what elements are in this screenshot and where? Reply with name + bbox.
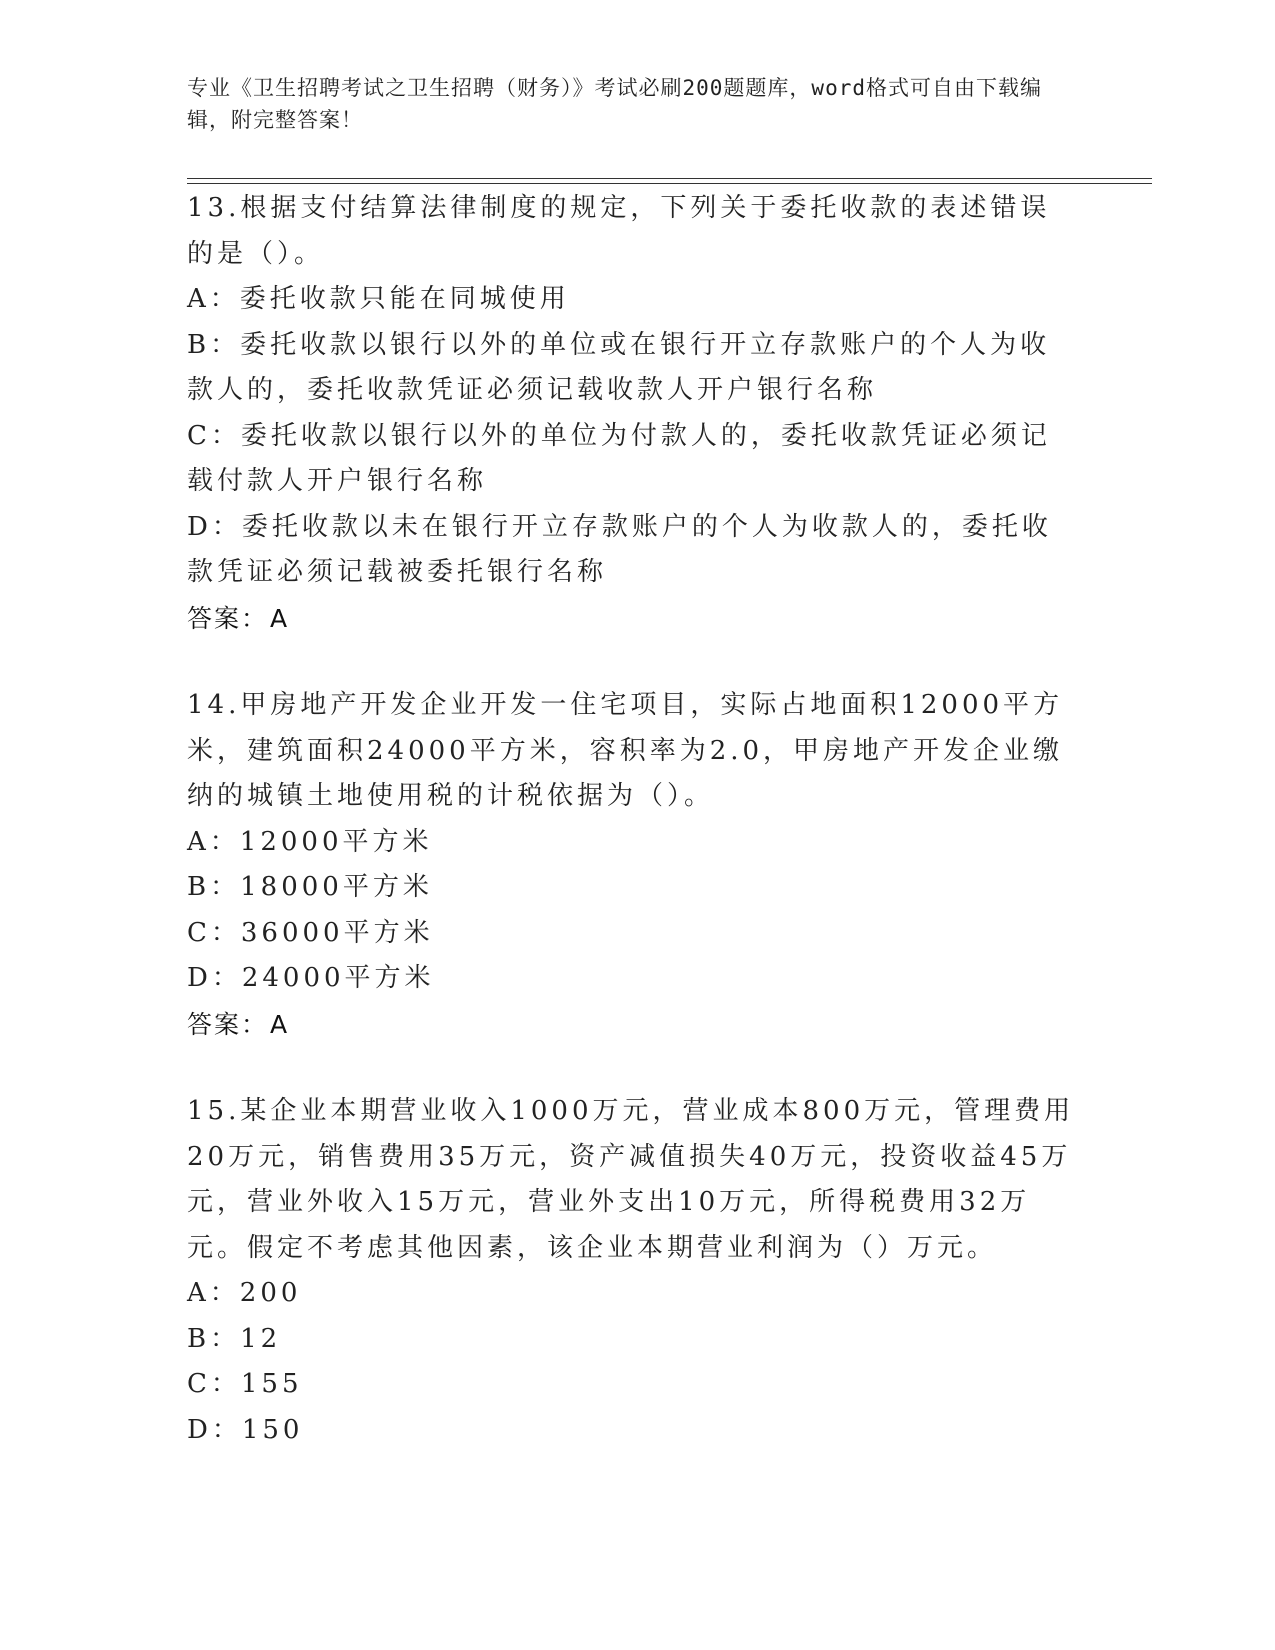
option-d: D：150	[187, 1414, 304, 1445]
option-d: D：委托收款以未在银行开立存款账户的个人为收款人的，委托收款凭证必须记载被委托银行名称	[187, 511, 1052, 587]
option-c: C：36000平方米	[187, 917, 434, 948]
document-header: 专业《卫生招聘考试之卫生招聘（财务）》考试必刷200题题库，word格式可自由下载编辑，附完整答案！	[187, 76, 1042, 132]
question-13	[187, 186, 1077, 641]
option-a: A：委托收款只能在同城使用	[187, 284, 570, 314]
option-d: D：24000平方米	[187, 963, 435, 993]
question-stem: 14.甲房地产开发企业开发一住宅项目，实际占地面积12000平方米，建筑面积24000平方米，容积率为2.0，甲房地产开发企业缴纳的城镇土地使用税的计税依据为（）。	[187, 690, 1064, 811]
answer-line	[187, 596, 1077, 642]
option-c: C：委托收款以银行以外的单位为付款人的，委托收款凭证必须记载付款人开户银行名称	[187, 420, 1051, 496]
option-a: A：12000平方米	[187, 826, 433, 857]
option-a: A：200	[187, 1278, 302, 1308]
header-rule-top	[187, 178, 1152, 179]
question-15	[187, 1089, 1077, 1453]
question-stem: 15.某企业本期营业收入1000万元，营业成本800万元，管理费用20万元，销售费用35万元，资产减值损失40万元，投资收益45万元，营业外收入15万元，营业外支出10万元，所得税费用32万元。假定不考虑其他因素，该企业本期营业利润为（）万元。	[187, 1096, 1075, 1263]
answer-line	[187, 1002, 1077, 1048]
question-stem: 13.根据支付结算法律制度的规定，下列关于委托收款的表述错误的是（）。	[187, 193, 1051, 269]
question-list	[187, 186, 1077, 1495]
answer-value: A	[270, 1009, 290, 1039]
question-14	[187, 683, 1077, 1047]
option-c: C：155	[187, 1369, 303, 1399]
header-rule-bottom	[187, 183, 1152, 184]
answer-label: 答案：	[187, 603, 269, 633]
answer-value: A	[270, 603, 290, 633]
option-b: B：委托收款以银行以外的单位或在银行开立存款账户的个人为收款人的，委托收款凭证必须记载收款人开户银行名称	[187, 329, 1051, 405]
answer-label: 答案：	[187, 1009, 269, 1039]
option-b: B：12	[187, 1323, 282, 1354]
option-b: B：18000平方米	[187, 872, 433, 902]
